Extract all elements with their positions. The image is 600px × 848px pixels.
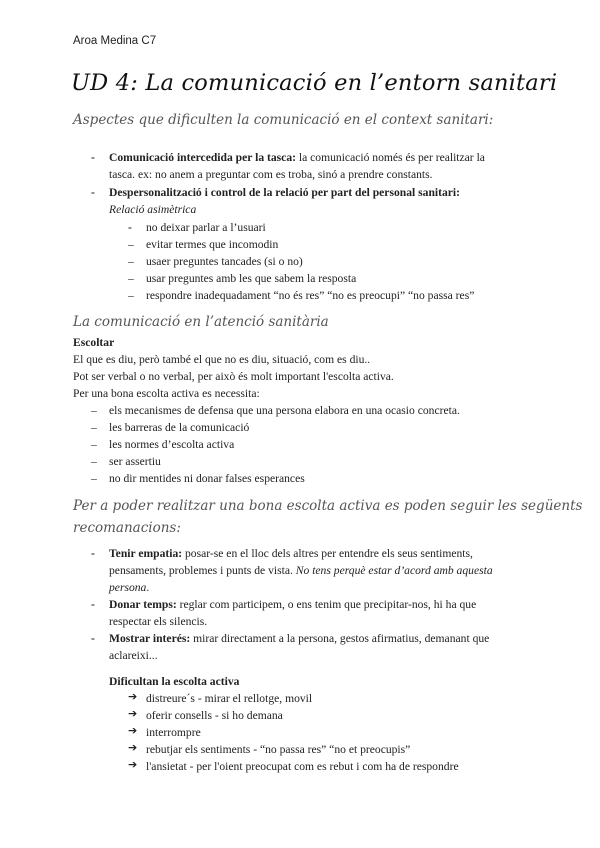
item-text: . bbox=[146, 581, 150, 594]
list-item: Despersonalització i control de la relació per part del personal sanitari: bbox=[109, 186, 460, 199]
list-item: oferir consells - si ho demana bbox=[146, 709, 283, 722]
arrow-bullet-icon: ➔ bbox=[128, 758, 138, 771]
difficulties-heading: Dificultan la escolta activa bbox=[109, 675, 240, 688]
section3-heading: Per a poder realitzar una bona escolta activa es poden seguir les següents bbox=[73, 498, 583, 514]
list-item: evitar termes que incomodin bbox=[146, 238, 279, 251]
bullet-dash: – bbox=[128, 289, 134, 302]
bullet-dash: - bbox=[91, 598, 95, 611]
list-item: les barreras de la comunicació bbox=[109, 421, 250, 434]
bullet-dash: - bbox=[128, 221, 132, 234]
item-subtitle: Relació asimètrica bbox=[109, 203, 197, 216]
item-bold: Donar temps: bbox=[109, 598, 177, 611]
item-italic: No tens perquè estar d’acord amb aquesta bbox=[295, 564, 493, 577]
list-item: les normes d’escolta activa bbox=[109, 438, 235, 451]
bullet-dash: – bbox=[91, 455, 97, 468]
list-item: rebutjar els sentiments - “no passa res” “no et preocupis” bbox=[146, 743, 411, 756]
list-item: no deixar parlar a l’usuari bbox=[146, 221, 266, 234]
list-item: distreure´s - mirar el rellotge, movil bbox=[146, 692, 313, 705]
arrow-bullet-icon: ➔ bbox=[128, 707, 138, 720]
arrow-bullet-icon: ➔ bbox=[128, 724, 138, 737]
bullet-dash: – bbox=[91, 421, 97, 434]
bullet-dash: – bbox=[128, 255, 134, 268]
list-item: interrompre bbox=[146, 726, 201, 739]
list-item bbox=[109, 545, 473, 562]
item-text: mirar directament a la persona, gestos afirmatius, demanant que bbox=[190, 632, 490, 645]
bullet-dash: - bbox=[91, 151, 95, 164]
bullet-dash: – bbox=[91, 438, 97, 451]
item-bold: Tenir empatia: bbox=[109, 547, 183, 560]
bullet-dash: – bbox=[91, 472, 97, 485]
bullet-dash: - bbox=[91, 186, 95, 199]
section2-subheading: Escoltar bbox=[73, 336, 115, 349]
item-text: reglar com participem, o ens tenim que precipitar-nos, hi ha que bbox=[176, 598, 477, 611]
list-item bbox=[109, 630, 489, 647]
item-text: posar-se en el lloc dels altres per entendre els seus sentiments, bbox=[182, 547, 473, 560]
list-item: l'ansietat - per l'oient preocupat com es rebut i com ha de respondre bbox=[146, 760, 459, 773]
item-continuation: aclareixi... bbox=[109, 649, 158, 662]
section1-heading: Aspectes que dificulten la comunicació en el context sanitari: bbox=[73, 112, 494, 128]
list-item: usar preguntes amb les que sabem la resposta bbox=[146, 272, 357, 285]
item-continuation bbox=[109, 579, 149, 596]
section3-heading-cont: recomanacions: bbox=[73, 520, 181, 536]
list-item: usaer preguntes tancades (si o no) bbox=[146, 255, 303, 268]
arrow-bullet-icon: ➔ bbox=[128, 690, 138, 703]
bullet-dash: – bbox=[128, 272, 134, 285]
paragraph-line: Per una bona escolta activa es necessita: bbox=[73, 387, 260, 400]
list-item: ser assertiu bbox=[109, 455, 161, 468]
list-item bbox=[109, 596, 476, 613]
paragraph-line: El que es diu, però també el que no es diu, situació, com es diu.. bbox=[73, 353, 371, 366]
item-italic: persona bbox=[109, 581, 147, 594]
section2-heading: La comunicació en l’atenció sanitària bbox=[73, 314, 329, 330]
list-item: els mecanismes de defensa que una persona elabora en una ocasio concreta. bbox=[109, 404, 460, 417]
page-title: UD 4: La comunicació en l’entorn sanitari bbox=[71, 70, 558, 96]
bullet-dash: – bbox=[128, 238, 134, 251]
item-continuation bbox=[109, 562, 493, 579]
list-item: respondre inadequadament “no és res” “no es preocupi” “no passa res” bbox=[146, 289, 475, 302]
bullet-dash: – bbox=[91, 404, 97, 417]
list-item bbox=[109, 149, 485, 166]
bullet-dash: - bbox=[91, 632, 95, 645]
item-continuation: respectar els silencis. bbox=[109, 615, 208, 628]
item-text: la comunicació només és per realitzar la bbox=[295, 151, 485, 164]
item-bold: Comunicació intercedida per la tasca: bbox=[109, 151, 296, 164]
bullet-dash: - bbox=[91, 547, 95, 560]
item-continuation: tasca. ex: no anem a preguntar com es troba, sinó a prendre constants. bbox=[109, 168, 433, 181]
paragraph-line: Pot ser verbal o no verbal, per això és molt important l'escolta activa. bbox=[73, 370, 394, 383]
author-name: Aroa Medina C7 bbox=[73, 35, 157, 47]
item-text: pensaments, problemes i punts de vista. bbox=[109, 564, 296, 577]
list-item: no dir mentides ni donar falses esperances bbox=[109, 472, 305, 485]
item-bold: Mostrar interés: bbox=[109, 632, 191, 645]
arrow-bullet-icon: ➔ bbox=[128, 741, 138, 754]
